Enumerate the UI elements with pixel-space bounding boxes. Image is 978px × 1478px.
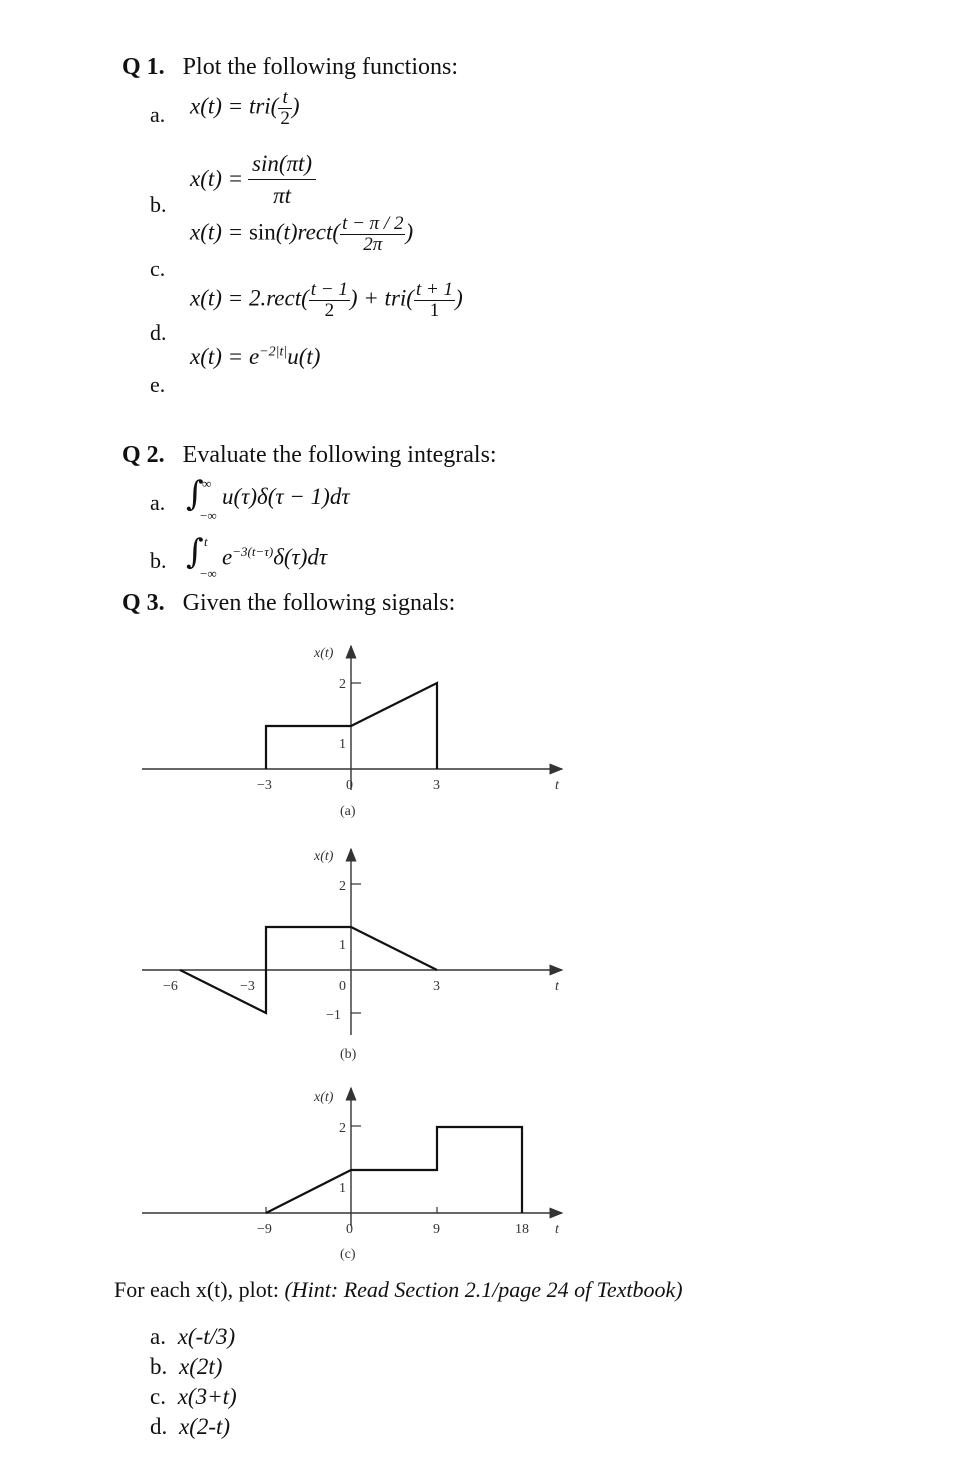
graph-a [142,646,562,819]
q2b-integral-sign: ∫ [186,532,204,572]
graph-a-ytick-label-2: 2 [339,677,346,692]
graph-b [142,849,562,1062]
graph-a-xaxis-label: t [555,778,559,793]
q1d-num2: t + 1 [415,279,454,300]
graph-b-xtick-m3: −3 [240,979,255,994]
graph-b-ytick-label-2: 2 [339,879,346,894]
q1b-label: b. [150,192,167,217]
q3-prompt: Given the following signals: [182,590,456,616]
graph-b-xtick-0: 0 [339,979,346,994]
graph-b-ylabel: x(t) [314,849,334,864]
q1e-rhs: u(t) [287,344,321,369]
graph-b-xaxis-label: t [555,979,559,994]
q3-hint: (Hint: Read Section 2.1/page 24 of Textbook) [284,1277,683,1302]
q2-number: Q 2. [122,442,165,468]
q1a-den: 2 [280,107,290,129]
q3-instruction-text: For each x(t), plot: [114,1277,285,1302]
graph-b-xtick-m6: −6 [163,979,178,994]
plot-item-a [150,1324,235,1350]
graph-a-xtick-m3: −3 [257,778,272,793]
q1-number: Q 1. [122,54,165,80]
graph-c-xtick-label-9: 9 [433,1222,440,1237]
q1d-num1: t − 1 [310,279,348,300]
graph-a-ylabel: x(t) [314,646,334,661]
q1b-den: πt [273,183,291,209]
q2a-integrand: u(τ)δ(τ − 1)dτ [222,484,350,509]
plot-item-a-label: a. [150,1324,166,1349]
graph-c-xtick-label-0: 0 [346,1222,353,1237]
plot-item-b-expr: x(2t) [179,1354,223,1379]
q2-prompt: Evaluate the following integrals: [182,442,497,468]
plot-item-b [150,1354,222,1380]
graph-a-xtick-0: 0 [346,778,353,793]
q1d-lhs: x(t) = 2.rect( [190,285,309,311]
graph-b-ytick-label-1: 1 [339,938,346,953]
q1d-label: d. [150,320,167,345]
plot-item-d-expr: x(2-t) [179,1414,231,1439]
q1a-rhs: ) [291,93,300,119]
q1e-exponent: −2|t| [259,344,288,360]
plot-item-c-expr: x(3+t) [177,1384,237,1409]
graph-c-ylabel: x(t) [314,1090,334,1105]
graph-b-ytick-label-m1: −1 [326,1008,341,1023]
plot-item-c [150,1384,237,1410]
q1d-den2: 1 [429,299,440,321]
plot-item-d [150,1414,230,1440]
q1d-mid: ) + tri( [349,285,414,311]
q1d-rhs: ) [455,285,463,311]
q2a-lower: −∞ [200,508,217,523]
q2a-upper: ∞ [202,476,212,491]
q1c-rhs: ) [405,219,414,245]
q1c-label: c. [150,256,166,281]
graph-c-caption: (c) [340,1247,356,1262]
q1e-label: e. [150,372,166,397]
q3-instruction [114,1277,683,1303]
graph-c [142,1088,562,1262]
q1c-num: t − π / 2 [342,213,404,234]
q1b-num: sin(πt) [248,148,316,180]
q1a-label: a. [150,102,166,127]
q1a-num: t [278,88,292,109]
q2b-upper: t [204,534,208,549]
graph-b-xtick-3: 3 [433,979,440,994]
q1c-mid: (t)rect( [275,219,341,245]
q2a-integral-sign: ∫ [186,474,204,514]
q1c-den: 2π [363,233,383,255]
q1-prompt: Plot the following functions: [182,54,458,80]
plot-item-d-label: d. [150,1414,168,1439]
graph-c-xaxis-label: t [555,1222,559,1237]
q1c-lhs: x(t) = [190,219,249,245]
graph-c-xtick-label-m9: −9 [257,1222,272,1237]
q1e-lhs: x(t) = e [190,344,260,369]
q1c-sin: sin [248,219,276,245]
plot-item-c-label: c. [150,1384,166,1409]
q3-number: Q 3. [122,590,165,616]
q2b-label: b. [150,548,167,573]
graph-c-ytick-label-1: 1 [339,1181,346,1196]
q2b-lower: −∞ [200,566,217,581]
plot-item-b-label: b. [150,1354,168,1379]
graph-c-signal [266,1127,522,1213]
graph-c-xtick-label-18: 18 [515,1222,529,1237]
q1d-den1: 2 [324,299,335,321]
q2b-e: e [222,544,233,570]
plot-item-a-expr: x(-t/3) [177,1324,236,1349]
graph-a-caption: (a) [340,804,356,819]
q2b-exponent: −3(t−τ) [232,544,274,559]
graph-a-ytick-label-1: 1 [339,737,346,752]
graph-c-ytick-label-2: 2 [339,1121,346,1136]
q2a-label: a. [150,490,166,515]
q2b-rest: δ(τ)dτ [273,544,328,570]
graph-b-caption: (b) [340,1047,357,1062]
q1b-lhs: x(t) = [190,166,244,191]
graph-a-xtick-3: 3 [433,778,440,793]
q1a-lhs: x(t) = tri( [190,93,279,119]
